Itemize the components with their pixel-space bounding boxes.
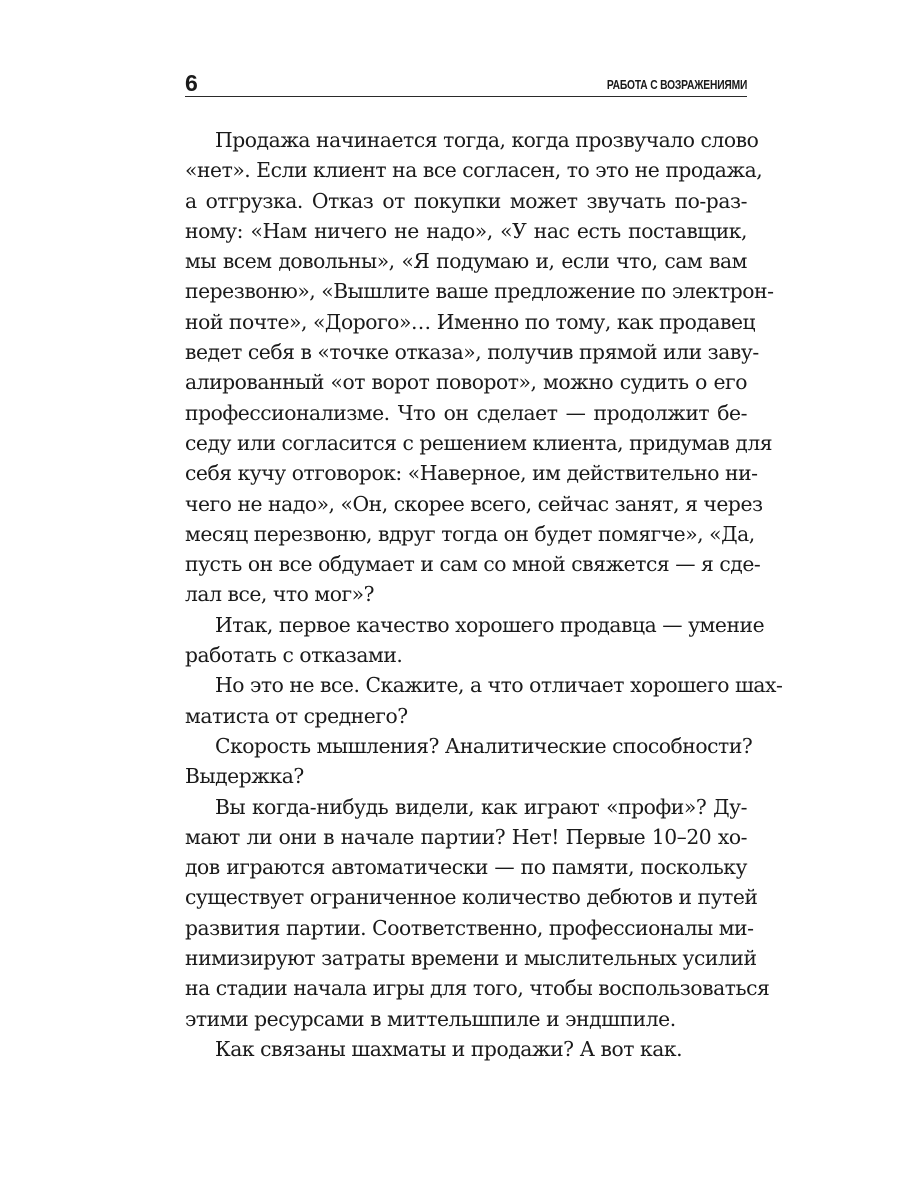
text-line: месяц перезвоню, вдруг тогда он будет помягче», «Да, <box>185 521 755 546</box>
text-line: Как связаны шахматы и продажи? А вот как. <box>215 1036 683 1061</box>
page-header <box>185 68 747 100</box>
text-line: существует ограниченное количество дебютов и путей <box>185 885 758 910</box>
text-line: ной почте», «Дорого»… Именно по тому, как продавец <box>185 309 756 334</box>
text-line: матиста от среднего? <box>185 703 408 728</box>
text-line: Итак, первое качество хорошего продавца — умение <box>215 612 765 637</box>
paragraph <box>185 125 774 610</box>
text-line: мают ли они в начале партии? Нет! Первые 10–20 хо- <box>185 824 747 849</box>
text-line: «нет». Если клиент на все согласен, то это не продажа, <box>185 158 763 183</box>
text-line: Продажа начинается тогда, когда прозвучало слово <box>215 128 759 152</box>
paragraph <box>185 731 753 792</box>
text-line: ному: «Нам ничего не надо», «У нас есть поставщик, <box>185 218 747 243</box>
text-line: лал все, что мог»? <box>185 582 375 607</box>
text-line: профессионализме. Что он сделает — продолжит бе- <box>185 400 747 425</box>
page-number: 6 <box>185 70 198 96</box>
text-line: Выдержка? <box>185 764 304 789</box>
text-line: себя кучу отговорок: «Наверное, им действительно ни- <box>185 461 758 486</box>
paragraph <box>185 670 783 731</box>
text-line: чего не надо», «Он, скорее всего, сейчас занят, я через <box>185 491 763 516</box>
text-line: ведет себя в «точке отказа», получив прямой или заву- <box>185 340 759 365</box>
header-rule <box>185 96 747 97</box>
text-line: развития партии. Соответственно, профессионалы ми- <box>185 915 754 940</box>
text-line: Скорость мышления? Аналитические способности? <box>215 733 753 758</box>
paragraph <box>185 792 770 1034</box>
paragraph <box>185 610 765 671</box>
text-line: на стадии начала игры для того, чтобы воспользоваться <box>185 976 770 1001</box>
text-line: нимизируют затраты времени и мыслительных усилий <box>185 946 757 971</box>
paragraph <box>185 1034 747 1064</box>
text-line: пусть он все обдумает и сам со мной свяжется — я сде- <box>185 552 761 577</box>
text-line: работать с отказами. <box>185 643 403 668</box>
text-line: Вы когда-нибудь видели, как играют «профи»? Ду- <box>215 794 747 819</box>
body-text <box>185 125 783 1064</box>
text-line: перезвоню», «Вышлите ваше предложение по электрон- <box>185 279 774 304</box>
text-line: седу или согласится с решением клиента, придумав для <box>185 430 773 455</box>
text-line: этими ресурсами в миттельшпиле и эндшпиле. <box>185 1006 676 1031</box>
text-line: а отгрузка. Отказ от покупки может звучать по-раз- <box>185 188 747 213</box>
text-line: дов играются автоматически — по памяти, поскольку <box>185 855 747 880</box>
text-line: алированный «от ворот поворот», можно судить о его <box>185 370 747 395</box>
text-line: мы всем довольны», «Я подумаю и, если что, сам вам <box>185 249 747 274</box>
running-head: РАБОТА С ВОЗРАЖЕНИЯМИ <box>606 78 747 92</box>
text-line: Но это не все. Скажите, а что отличает хорошего шах- <box>215 673 783 698</box>
